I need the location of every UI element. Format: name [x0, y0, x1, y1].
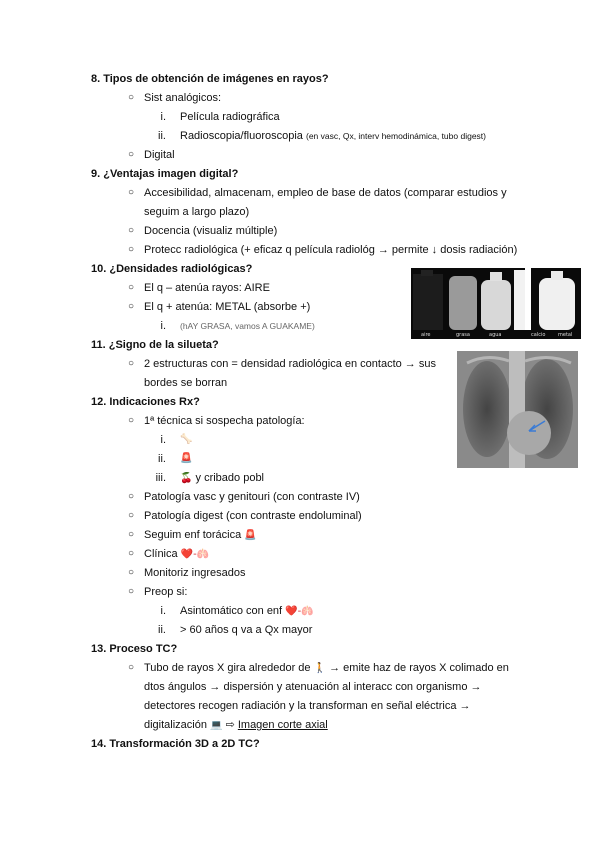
alarm-icon: 🚨	[180, 453, 193, 464]
bullet-icon: ○	[128, 529, 135, 540]
bullet-icon: ○	[128, 282, 135, 293]
list-item-text: y cribado pobl	[195, 472, 265, 484]
list-item: Accesibilidad, almacenam, empleo de base de datos (comparar estudios y	[144, 187, 507, 199]
roman-numeral: i.	[160, 434, 166, 446]
bottle-metal	[539, 278, 575, 330]
list-item: Patología vasc y genitouri (con contraste IV)	[144, 491, 360, 503]
bottle-label: aire	[421, 332, 431, 338]
list-item	[180, 471, 264, 486]
list-item-continuation: bordes se borran	[144, 377, 228, 389]
list-item	[180, 129, 486, 143]
list-item-text: Clínica	[144, 548, 178, 560]
bottle-aire	[413, 274, 443, 330]
list-item-text: → emite haz de rayos X colimado en	[329, 662, 509, 674]
heart-lungs-icon: ❤️-🫁	[285, 606, 314, 617]
list-item-continuation: dtos ángulos → dispersión y atenuación al interacc con organismo →	[144, 681, 482, 693]
roman-numeral: ii.	[158, 624, 166, 636]
bullet-icon: ○	[128, 567, 135, 578]
alarm-icon: 🚨	[244, 530, 257, 541]
list-item: Protecc radiológica (+ eficaz q película radiológ → permite ↓ dosis radiación)	[144, 244, 518, 256]
bullet-icon: ○	[128, 225, 135, 236]
roman-numeral: iii.	[155, 472, 166, 484]
person-walking-icon: 🚶	[313, 663, 327, 674]
list-item: (hAY GRASA, vamos A GUAKAME)	[180, 321, 315, 331]
bullet-icon: ○	[128, 301, 135, 312]
heading-11: 11. ¿Signo de la silueta?	[91, 339, 219, 351]
list-item	[144, 547, 209, 562]
roman-numeral: ii.	[158, 130, 166, 142]
heading-9: 9. ¿Ventajas imagen digital?	[91, 168, 239, 180]
list-item-continuation	[144, 718, 328, 733]
heading-14: 14. Transformación 3D a 2D TC?	[91, 738, 260, 750]
bullet-icon: ○	[128, 586, 135, 597]
list-item: Sist analógicos:	[144, 92, 222, 104]
list-item-continuation: detectores recogen radiación y la transforman en señal eléctrica →	[144, 700, 471, 712]
bullet-icon: ○	[128, 415, 135, 426]
bottle-label: agua	[489, 332, 502, 338]
list-item-continuation: seguim a largo plazo)	[144, 206, 250, 218]
list-item: Preop si:	[144, 586, 188, 598]
list-item	[144, 528, 257, 543]
list-item	[144, 661, 509, 676]
bullet-icon: ○	[128, 92, 135, 103]
bullet-icon: ○	[128, 244, 135, 255]
list-item: Docencia (visualiz múltiple)	[144, 225, 278, 237]
heading-12: 12. Indicaciones Rx?	[91, 396, 200, 408]
list-item: El q + atenúa: METAL (absorbe +)	[144, 301, 311, 313]
list-item: 2 estructuras con = densidad radiológica en contacto → sus	[144, 358, 436, 370]
list-item: 1ª técnica si sospecha patología:	[144, 415, 305, 427]
laptop-icon: 💻	[210, 720, 223, 731]
heading-13: 13. Proceso TC?	[91, 643, 178, 655]
heart-lungs-icon: ❤️-🫁	[180, 549, 210, 560]
heading-10: 10. ¿Densidades radiológicas?	[91, 263, 253, 275]
arrow-icon: ⇨	[225, 719, 235, 731]
bone-icon: 🦴	[180, 434, 193, 445]
list-item-text: Radioscopia/fluoroscopia	[180, 130, 303, 142]
roman-numeral: i.	[160, 111, 166, 123]
density-bottles-image	[411, 268, 581, 339]
bullet-icon: ○	[128, 662, 135, 673]
list-item: Patología digest (con contraste endoluminal)	[144, 510, 362, 522]
roman-numeral: i.	[160, 605, 166, 617]
bullet-icon: ○	[128, 491, 135, 502]
bottle-agua	[481, 280, 511, 330]
list-item: > 60 años q va a Qx mayor	[180, 624, 313, 636]
list-item-text: Seguim enf torácica	[144, 529, 242, 541]
bullet-icon: ○	[128, 187, 135, 198]
bottle-label: calcio	[531, 332, 546, 338]
roman-numeral: i.	[160, 320, 166, 332]
list-item: El q – atenúa rayos: AIRE	[144, 282, 270, 294]
list-item: Monitoriz ingresados	[144, 567, 246, 579]
list-item: Película radiográfica	[180, 111, 280, 123]
list-item: Digital	[144, 149, 175, 161]
heading-8: 8. Tipos de obtención de imágenes en rayos?	[91, 73, 329, 85]
bottle-label: grasa	[456, 332, 470, 338]
metal-rod	[525, 268, 531, 330]
bullet-icon: ○	[128, 149, 135, 160]
bullet-icon: ○	[128, 358, 135, 369]
list-item-text: digitalización	[144, 719, 207, 731]
bottle-label: metal	[558, 332, 573, 338]
bullet-icon: ○	[128, 548, 135, 559]
cherry-icon: 🍒	[180, 473, 193, 484]
list-item-text: Tubo de rayos X gira alrededor de	[144, 662, 311, 674]
list-item-text: Asintomático con enf	[180, 605, 283, 617]
axial-image-link[interactable]: Imagen corte axial	[237, 719, 328, 731]
list-item-note: (en vasc, Qx, interv hemodinámica, tubo digest)	[305, 131, 486, 141]
bottle-grasa	[449, 276, 477, 330]
roman-numeral: ii.	[158, 453, 166, 465]
bullet-icon: ○	[128, 510, 135, 521]
list-item	[180, 604, 314, 619]
chest-xray-image	[457, 351, 578, 468]
